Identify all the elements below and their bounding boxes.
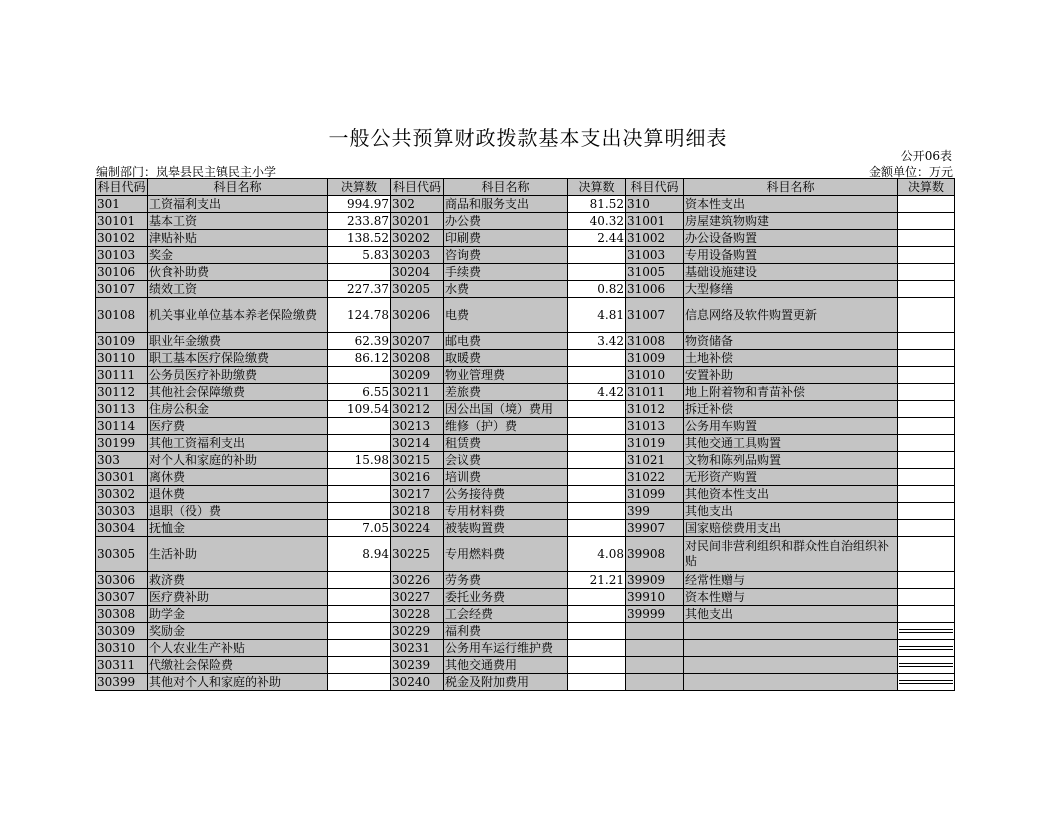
subject-name-cell: 专用燃料费	[444, 537, 568, 572]
subject-code-cell: 30216	[391, 469, 444, 486]
header-code-2: 科目代码	[391, 179, 444, 196]
subject-code-cell: 30201	[391, 213, 444, 230]
subject-code-cell: 31001	[626, 213, 684, 230]
amount-cell	[898, 298, 955, 333]
subject-name-cell: 职业年金缴费	[148, 333, 328, 350]
subject-name-cell: 医疗费	[148, 418, 328, 435]
subject-name-cell: 其他工资福利支出	[148, 435, 328, 452]
table-row	[96, 435, 955, 452]
subject-name-cell: 经常性赠与	[684, 572, 898, 589]
header-name-1: 科目名称	[148, 179, 328, 196]
header-name-2: 科目名称	[444, 179, 568, 196]
subject-name-cell: 福利费	[444, 623, 568, 640]
subject-name-cell: 劳务费	[444, 572, 568, 589]
subject-name-cell: 基础设施建设	[684, 264, 898, 281]
subject-name-cell	[684, 674, 898, 691]
subject-name-cell: 商品和服务支出	[444, 196, 568, 213]
table-row	[96, 247, 955, 264]
subject-code-cell: 30228	[391, 606, 444, 623]
subject-name-cell: 伙食补助费	[148, 264, 328, 281]
amount-cell	[328, 486, 391, 503]
subject-name-cell: 水费	[444, 281, 568, 298]
subject-name-cell: 其他资本性支出	[684, 486, 898, 503]
subject-name-cell: 取暖费	[444, 350, 568, 367]
subject-code-cell: 30107	[96, 281, 148, 298]
subject-code-cell: 31003	[626, 247, 684, 264]
table-row	[96, 623, 955, 640]
table-row	[96, 401, 955, 418]
amount-cell	[328, 503, 391, 520]
amount-cell	[568, 589, 626, 606]
subject-code-cell: 30110	[96, 350, 148, 367]
amount-cell	[568, 640, 626, 657]
table-row	[96, 213, 955, 230]
subject-name-cell: 培训费	[444, 469, 568, 486]
subject-name-cell: 助学金	[148, 606, 328, 623]
table-row	[96, 367, 955, 384]
amount-cell	[898, 469, 955, 486]
subject-code-cell: 30226	[391, 572, 444, 589]
subject-code-cell: 30310	[96, 640, 148, 657]
subject-code-cell: 30302	[96, 486, 148, 503]
amount-cell	[568, 435, 626, 452]
subject-name-cell: 资本性支出	[684, 196, 898, 213]
amount-cell	[898, 350, 955, 367]
amount-cell	[328, 469, 391, 486]
subject-code-cell: 30308	[96, 606, 148, 623]
subject-code-cell: 30301	[96, 469, 148, 486]
subject-code-cell: 31009	[626, 350, 684, 367]
subject-code-cell: 30227	[391, 589, 444, 606]
subject-code-cell: 30217	[391, 486, 444, 503]
table-row	[96, 606, 955, 623]
subject-code-cell: 30304	[96, 520, 148, 537]
amount-cell	[568, 623, 626, 640]
amount-cell	[898, 537, 955, 572]
subject-code-cell: 302	[391, 196, 444, 213]
subject-name-cell: 职工基本医疗保险缴费	[148, 350, 328, 367]
subject-name-cell: 工资福利支出	[148, 196, 328, 213]
amount-cell	[898, 435, 955, 452]
table-row	[96, 640, 955, 657]
subject-code-cell: 31008	[626, 333, 684, 350]
subject-name-cell: 大型修缮	[684, 281, 898, 298]
subject-name-cell: 办公设备购置	[684, 230, 898, 247]
amount-cell	[328, 640, 391, 657]
subject-name-cell: 土地补偿	[684, 350, 898, 367]
header-row	[96, 179, 955, 196]
subject-code-cell: 399	[626, 503, 684, 520]
subject-name-cell: 信息网络及软件购置更新	[684, 298, 898, 333]
subject-name-cell: 其他交通工具购置	[684, 435, 898, 452]
amount-cell: 86.12	[328, 350, 391, 367]
subject-name-cell: 手续费	[444, 264, 568, 281]
subject-code-cell: 30101	[96, 213, 148, 230]
header-amount-2: 决算数	[568, 179, 626, 196]
subject-name-cell: 救济费	[148, 572, 328, 589]
compiling-department: 编制部门：岚皋县民主镇民主小学	[96, 165, 277, 179]
subject-code-cell: 30207	[391, 333, 444, 350]
subject-code-cell: 30208	[391, 350, 444, 367]
amount-cell	[898, 452, 955, 469]
table-row	[96, 333, 955, 350]
subject-code-cell: 30224	[391, 520, 444, 537]
subject-name-cell: 地上附着物和青苗补偿	[684, 384, 898, 401]
amount-cell: 6.55	[328, 384, 391, 401]
subject-name-cell: 因公出国（境）费用	[444, 401, 568, 418]
amount-cell	[328, 623, 391, 640]
table-row	[96, 350, 955, 367]
amount-cell	[568, 657, 626, 674]
subject-name-cell: 公务接待费	[444, 486, 568, 503]
subject-name-cell: 专用材料费	[444, 503, 568, 520]
subject-name-cell: 其他对个人和家庭的补助	[148, 674, 328, 691]
table-row	[96, 674, 955, 691]
double-rule	[899, 680, 953, 684]
table-row	[96, 589, 955, 606]
amount-cell	[328, 589, 391, 606]
subject-code-cell: 31010	[626, 367, 684, 384]
amount-cell	[898, 196, 955, 213]
amount-cell	[328, 674, 391, 691]
table-row	[96, 503, 955, 520]
subject-code-cell: 30205	[391, 281, 444, 298]
subject-code-cell: 30204	[391, 264, 444, 281]
subject-code-cell: 30206	[391, 298, 444, 333]
table-row	[96, 230, 955, 247]
amount-cell	[898, 384, 955, 401]
amount-cell	[568, 674, 626, 691]
amount-cell	[898, 589, 955, 606]
subject-code-cell: 30211	[391, 384, 444, 401]
table-row	[96, 196, 955, 213]
subject-code-cell: 30399	[96, 674, 148, 691]
subject-code-cell: 30112	[96, 384, 148, 401]
subject-name-cell: 退休费	[148, 486, 328, 503]
amount-cell: 227.37	[328, 281, 391, 298]
subject-name-cell: 安置补助	[684, 367, 898, 384]
amount-cell	[898, 503, 955, 520]
subject-code-cell: 30213	[391, 418, 444, 435]
amount-cell	[568, 247, 626, 264]
amount-cell: 3.42	[568, 333, 626, 350]
amount-cell	[328, 264, 391, 281]
amount-cell	[898, 230, 955, 247]
subject-name-cell: 退职（役）费	[148, 503, 328, 520]
subject-name-cell: 对民间非营利组织和群众性自治组织补贴	[684, 537, 898, 572]
subject-name-cell: 公务用车运行维护费	[444, 640, 568, 657]
subject-name-cell: 物业管理费	[444, 367, 568, 384]
subject-name-cell: 绩效工资	[148, 281, 328, 298]
subject-code-cell: 30309	[96, 623, 148, 640]
table-row	[96, 264, 955, 281]
header-code-3: 科目代码	[626, 179, 684, 196]
double-rule	[899, 663, 953, 667]
subject-code-cell: 30103	[96, 247, 148, 264]
table-row	[96, 537, 955, 572]
subject-name-cell: 津贴补贴	[148, 230, 328, 247]
subject-name-cell: 税金及附加费用	[444, 674, 568, 691]
subject-name-cell: 其他支出	[684, 503, 898, 520]
table-row	[96, 572, 955, 589]
subject-code-cell: 303	[96, 452, 148, 469]
amount-cell: 994.97	[328, 196, 391, 213]
subject-name-cell	[684, 657, 898, 674]
table-row	[96, 452, 955, 469]
page-title: 一般公共预算财政拨款基本支出决算明细表	[328, 126, 728, 150]
subject-name-cell: 其他支出	[684, 606, 898, 623]
subject-name-cell: 个人农业生产补贴	[148, 640, 328, 657]
subject-code-cell: 30305	[96, 537, 148, 572]
table-row	[96, 657, 955, 674]
subject-code-cell: 31002	[626, 230, 684, 247]
subject-name-cell: 离休费	[148, 469, 328, 486]
table-row	[96, 281, 955, 298]
subject-code-cell: 31022	[626, 469, 684, 486]
subject-code-cell: 30231	[391, 640, 444, 657]
amount-cell	[568, 606, 626, 623]
amount-cell: 8.94	[328, 537, 391, 572]
amount-cell	[568, 367, 626, 384]
amount-cell	[898, 623, 955, 640]
subject-name-cell: 无形资产购置	[684, 469, 898, 486]
amount-cell: 21.21	[568, 572, 626, 589]
subject-name-cell: 文物和陈列品购置	[684, 452, 898, 469]
subject-name-cell: 医疗费补助	[148, 589, 328, 606]
subject-name-cell: 公务用车购置	[684, 418, 898, 435]
amount-cell	[898, 657, 955, 674]
amount-cell	[328, 435, 391, 452]
amount-cell	[898, 486, 955, 503]
amount-cell	[568, 350, 626, 367]
amount-cell: 4.08	[568, 537, 626, 572]
subject-code-cell: 301	[96, 196, 148, 213]
subject-code-cell: 31007	[626, 298, 684, 333]
subject-code-cell: 31005	[626, 264, 684, 281]
subject-code-cell: 31099	[626, 486, 684, 503]
form-number: 公开06表	[900, 149, 952, 163]
amount-cell	[568, 401, 626, 418]
subject-name-cell: 工会经费	[444, 606, 568, 623]
subject-name-cell: 物资储备	[684, 333, 898, 350]
amount-cell	[898, 367, 955, 384]
amount-cell	[898, 572, 955, 589]
amount-cell: 233.87	[328, 213, 391, 230]
subject-code-cell: 30106	[96, 264, 148, 281]
subject-name-cell: 对个人和家庭的补助	[148, 452, 328, 469]
subject-code-cell: 31012	[626, 401, 684, 418]
subject-code-cell: 30240	[391, 674, 444, 691]
table-row	[96, 486, 955, 503]
subject-code-cell: 30212	[391, 401, 444, 418]
subject-code-cell: 30202	[391, 230, 444, 247]
subject-name-cell: 印刷费	[444, 230, 568, 247]
table-row	[96, 469, 955, 486]
subject-name-cell: 电费	[444, 298, 568, 333]
subject-code-cell: 39907	[626, 520, 684, 537]
amount-cell	[898, 401, 955, 418]
amount-cell	[568, 469, 626, 486]
subject-name-cell: 委托业务费	[444, 589, 568, 606]
subject-code-cell: 31019	[626, 435, 684, 452]
subject-code-cell: 39910	[626, 589, 684, 606]
subject-code-cell: 31006	[626, 281, 684, 298]
amount-cell: 7.05	[328, 520, 391, 537]
subject-code-cell: 30108	[96, 298, 148, 333]
subject-name-cell: 生活补助	[148, 537, 328, 572]
subject-name-cell: 办公费	[444, 213, 568, 230]
amount-cell	[898, 418, 955, 435]
amount-cell: 40.32	[568, 213, 626, 230]
amount-cell	[568, 264, 626, 281]
subject-code-cell: 30113	[96, 401, 148, 418]
subject-code-cell: 30311	[96, 657, 148, 674]
subject-name-cell: 租赁费	[444, 435, 568, 452]
subject-name-cell: 咨询费	[444, 247, 568, 264]
subject-code-cell	[626, 623, 684, 640]
amount-cell	[328, 572, 391, 589]
subject-name-cell	[684, 623, 898, 640]
amount-cell	[328, 418, 391, 435]
subject-name-cell: 国家赔偿费用支出	[684, 520, 898, 537]
subject-code-cell: 30303	[96, 503, 148, 520]
subject-name-cell	[684, 640, 898, 657]
subject-name-cell: 机关事业单位基本养老保险缴费	[148, 298, 328, 333]
subject-name-cell: 资本性赠与	[684, 589, 898, 606]
amount-cell: 109.54	[328, 401, 391, 418]
amount-cell	[898, 264, 955, 281]
amount-cell: 0.82	[568, 281, 626, 298]
subject-name-cell: 其他社会保障缴费	[148, 384, 328, 401]
amount-cell: 15.98	[328, 452, 391, 469]
amount-cell	[568, 520, 626, 537]
subject-name-cell: 基本工资	[148, 213, 328, 230]
subject-code-cell: 31021	[626, 452, 684, 469]
amount-cell	[898, 333, 955, 350]
subject-code-cell: 30209	[391, 367, 444, 384]
subject-name-cell: 房屋建筑物购建	[684, 213, 898, 230]
subject-code-cell: 39909	[626, 572, 684, 589]
subject-code-cell: 31011	[626, 384, 684, 401]
subject-name-cell: 其他交通费用	[444, 657, 568, 674]
table-row	[96, 418, 955, 435]
subject-code-cell: 30239	[391, 657, 444, 674]
expenditure-table	[95, 178, 955, 691]
amount-cell	[898, 213, 955, 230]
header-amount-1: 决算数	[328, 179, 391, 196]
subject-name-cell: 住房公积金	[148, 401, 328, 418]
subject-code-cell: 30102	[96, 230, 148, 247]
amount-cell: 124.78	[328, 298, 391, 333]
amount-cell: 5.83	[328, 247, 391, 264]
subject-code-cell: 30215	[391, 452, 444, 469]
subject-code-cell: 39999	[626, 606, 684, 623]
subject-code-cell: 30203	[391, 247, 444, 264]
amount-cell	[568, 486, 626, 503]
double-rule	[899, 629, 953, 633]
amount-cell	[898, 281, 955, 298]
subject-name-cell: 专用设备购置	[684, 247, 898, 264]
subject-name-cell: 拆迁补偿	[684, 401, 898, 418]
subject-name-cell: 奖励金	[148, 623, 328, 640]
double-rule	[899, 646, 953, 650]
amount-cell	[898, 674, 955, 691]
subject-code-cell: 39908	[626, 537, 684, 572]
amount-unit: 金额单位：万元	[868, 165, 953, 179]
amount-cell	[328, 606, 391, 623]
table-row	[96, 298, 955, 333]
subject-name-cell: 维修（护）费	[444, 418, 568, 435]
subject-name-cell: 会议费	[444, 452, 568, 469]
amount-cell	[898, 520, 955, 537]
amount-cell: 138.52	[328, 230, 391, 247]
header-name-3: 科目名称	[684, 179, 898, 196]
amount-cell	[898, 606, 955, 623]
table-row	[96, 520, 955, 537]
subject-code-cell	[626, 674, 684, 691]
amount-cell	[568, 503, 626, 520]
amount-cell	[328, 367, 391, 384]
subject-code-cell: 30114	[96, 418, 148, 435]
amount-cell: 4.42	[568, 384, 626, 401]
subject-code-cell: 310	[626, 196, 684, 213]
subject-name-cell: 抚恤金	[148, 520, 328, 537]
amount-cell	[898, 247, 955, 264]
subject-name-cell: 差旅费	[444, 384, 568, 401]
subject-code-cell: 30218	[391, 503, 444, 520]
subject-name-cell: 奖金	[148, 247, 328, 264]
subject-code-cell: 30229	[391, 623, 444, 640]
subject-code-cell: 30199	[96, 435, 148, 452]
amount-cell: 2.44	[568, 230, 626, 247]
amount-cell	[568, 452, 626, 469]
subject-name-cell: 邮电费	[444, 333, 568, 350]
subject-code-cell: 30214	[391, 435, 444, 452]
subject-code-cell: 30109	[96, 333, 148, 350]
amount-cell	[328, 657, 391, 674]
subject-name-cell: 被装购置费	[444, 520, 568, 537]
amount-cell: 81.52	[568, 196, 626, 213]
amount-cell	[568, 418, 626, 435]
subject-code-cell: 30225	[391, 537, 444, 572]
amount-cell: 62.39	[328, 333, 391, 350]
table-row	[96, 384, 955, 401]
header-amount-3: 决算数	[898, 179, 955, 196]
amount-cell	[898, 640, 955, 657]
header-code-1: 科目代码	[97, 179, 146, 194]
subject-name-cell: 代缴社会保险费	[148, 657, 328, 674]
subject-code-cell: 30111	[96, 367, 148, 384]
subject-code-cell: 30306	[96, 572, 148, 589]
subject-code-cell	[626, 657, 684, 674]
subject-code-cell: 31013	[626, 418, 684, 435]
amount-cell: 4.81	[568, 298, 626, 333]
subject-code-cell: 30307	[96, 589, 148, 606]
subject-code-cell	[626, 640, 684, 657]
subject-name-cell: 公务员医疗补助缴费	[148, 367, 328, 384]
